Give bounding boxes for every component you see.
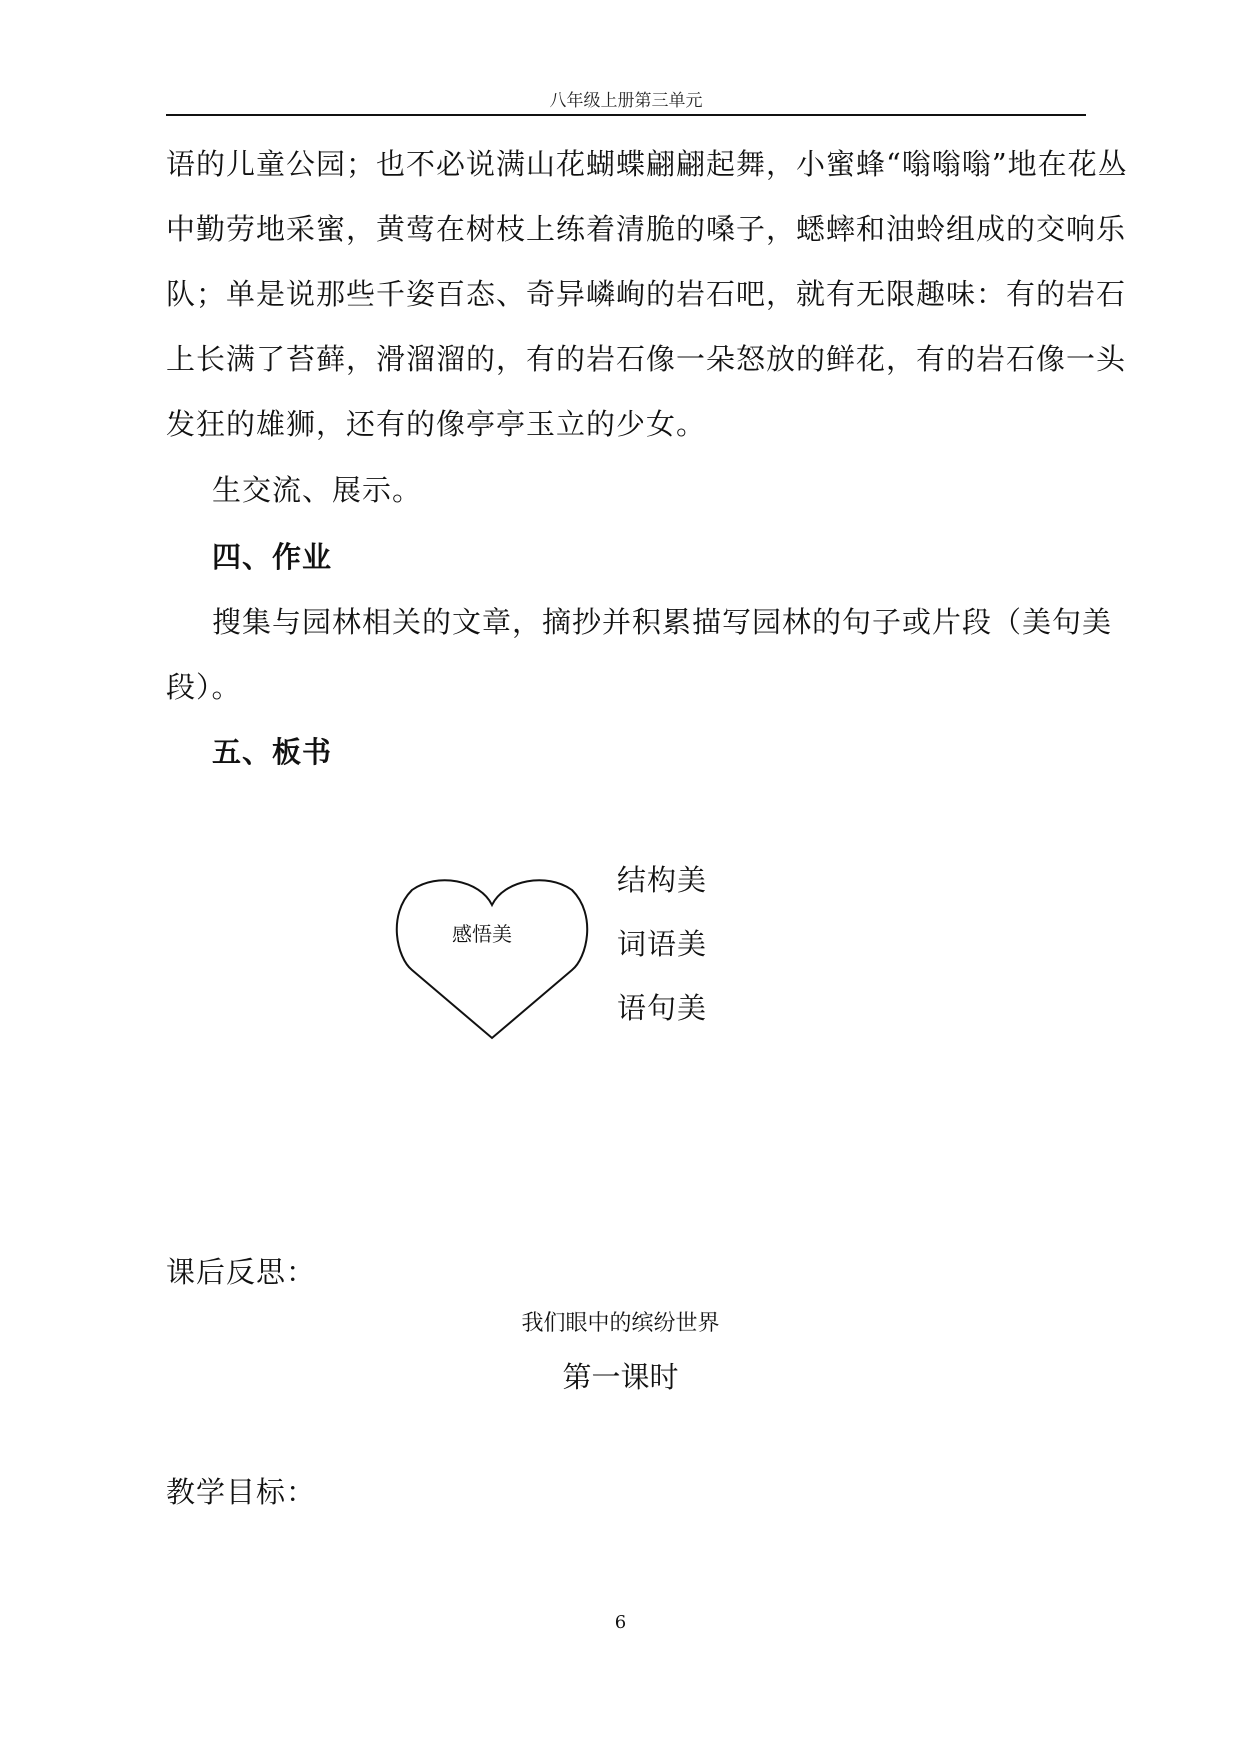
next-lesson-title: 我们眼中的缤纷世界 bbox=[521, 1311, 720, 1336]
body-line-2: 中勤劳地采蜜，黄莺在树枝上练着清脆的嗓子，蟋蟀和油蛉组成的交响乐 bbox=[166, 212, 1127, 246]
running-header: 八年级上册第三单元 bbox=[549, 91, 703, 111]
board-item-sentences: 语句美 bbox=[617, 991, 708, 1025]
next-lesson-subtitle: 第一课时 bbox=[562, 1360, 679, 1394]
body-line-5: 发狂的雄狮，还有的像亭亭玉立的少女。 bbox=[166, 407, 707, 441]
section5-heading: 五、板书 bbox=[212, 735, 333, 769]
heart-label: 感悟美 bbox=[452, 922, 512, 946]
reflection-label: 课后反思： bbox=[166, 1255, 317, 1289]
body-line-1: 语的儿童公园；也不必说满山花蝴蝶翩翩起舞，小蜜蜂“嗡嗡嗡”地在花丛 bbox=[166, 147, 1128, 181]
homework-line-1: 搜集与园林相关的文章，摘抄并积累描写园林的句子或片段（美句美 bbox=[212, 605, 1113, 639]
body-line-3: 队；单是说那些千姿百态、奇异嶙峋的岩石吧，就有无限趣味：有的岩石 bbox=[166, 277, 1127, 311]
heart-diagram bbox=[392, 870, 592, 1050]
board-item-words: 词语美 bbox=[617, 927, 708, 961]
section4-heading: 四、作业 bbox=[212, 540, 333, 574]
exchange-line: 生交流、展示。 bbox=[212, 473, 423, 507]
body-line-4: 上长满了苔藓，滑溜溜的，有的岩石像一朵怒放的鲜花，有的岩石像一头 bbox=[166, 342, 1127, 376]
header-rule bbox=[166, 114, 1086, 116]
objectives-label: 教学目标： bbox=[166, 1475, 317, 1509]
homework-line-2: 段）。 bbox=[166, 670, 242, 704]
page-number: 6 bbox=[614, 1612, 627, 1633]
heart-shape bbox=[397, 880, 587, 1038]
board-item-structure: 结构美 bbox=[617, 863, 708, 897]
